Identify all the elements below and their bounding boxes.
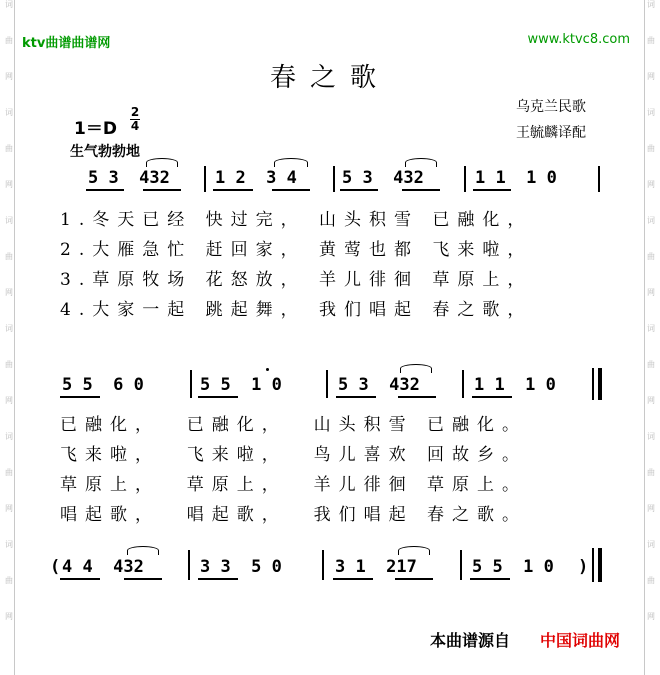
underline: [143, 189, 181, 191]
lyric-line-1: 1.冬天已经 快过完， 山头积雪 已融化，: [60, 210, 533, 230]
watermark-glyph: 网: [647, 612, 655, 621]
meter-bottom: 4: [130, 119, 140, 133]
watermark-glyph: 曲: [647, 576, 655, 585]
underline: [86, 189, 124, 191]
watermark-glyph: 曲: [647, 36, 655, 45]
final-barline: [598, 548, 602, 582]
underline: [124, 578, 162, 580]
measure: 1 2 3 4: [215, 168, 297, 188]
barline: [190, 370, 192, 398]
watermark-glyph: 词: [5, 432, 13, 441]
underline: [395, 578, 433, 580]
right-watermark-strip: [644, 0, 658, 648]
watermark-glyph: 词: [647, 432, 655, 441]
song-origin: 乌克兰民歌: [516, 99, 586, 115]
time-signature: [130, 106, 140, 133]
lyric-line-4: 4.大家一起 跳起舞， 我们唱起 春之歌，: [60, 300, 533, 320]
watermark-glyph: 网: [647, 396, 655, 405]
watermark-glyph: 曲: [5, 252, 13, 261]
slur: [146, 158, 178, 167]
slur: [274, 158, 308, 167]
final-barline: [598, 368, 602, 400]
measure: 5 5 1 0: [472, 557, 554, 577]
watermark-glyph: 网: [5, 72, 13, 81]
measure: 5 5 6 0: [62, 375, 144, 395]
slur: [400, 364, 432, 373]
open-paren: (: [50, 557, 61, 577]
site-link-right[interactable]: www.ktvc8.com: [527, 32, 630, 47]
watermark-glyph: 曲: [5, 360, 13, 369]
left-watermark-strip: [2, 0, 16, 648]
watermark-glyph: 网: [5, 288, 13, 297]
barline: [592, 368, 594, 400]
watermark-glyph: 词: [647, 324, 655, 333]
lyric-line-5: 已融化， 已融化， 山头积雪 已融化。: [60, 415, 528, 435]
barline: [462, 370, 464, 398]
watermark-glyph: 词: [647, 216, 655, 225]
watermark-glyph: 曲: [647, 144, 655, 153]
barline: [188, 550, 190, 580]
song-arranger: 王毓麟译配: [516, 125, 586, 141]
song-title: 春之歌: [269, 63, 390, 93]
lyric-line-2: 2.大雁急忙 赶回家， 黄莺也都 飞来啦，: [60, 240, 533, 260]
watermark-glyph: 曲: [5, 576, 13, 585]
barline: [460, 550, 462, 580]
measure: 1 1 1 0: [474, 375, 556, 395]
footer-site-link[interactable]: 中国词曲网: [540, 631, 621, 650]
high-octave-dot: [266, 368, 269, 371]
close-paren: ): [578, 557, 589, 577]
measure: 4 4 432: [62, 557, 144, 577]
watermark-glyph: 词: [647, 108, 655, 117]
slur: [398, 546, 430, 555]
watermark-glyph: 网: [647, 288, 655, 297]
underline: [473, 189, 511, 191]
underline: [60, 578, 100, 580]
measure: 5 5 1 0: [200, 375, 282, 395]
measure: 5 3 432: [88, 168, 170, 188]
watermark-glyph: 词: [5, 540, 13, 549]
watermark-glyph: 网: [5, 504, 13, 513]
slur: [405, 158, 437, 167]
lyric-line-7: 草原上， 草原上， 羊儿徘徊 草原上。: [60, 475, 528, 495]
watermark-glyph: 词: [5, 324, 13, 333]
watermark-glyph: 词: [5, 108, 13, 117]
watermark-glyph: 词: [647, 540, 655, 549]
measure: 3 3 5 0: [200, 557, 282, 577]
watermark-glyph: 词: [647, 0, 655, 9]
underline: [398, 396, 436, 398]
underline: [340, 189, 378, 191]
watermark-glyph: 网: [5, 612, 13, 621]
barline: [204, 166, 206, 192]
barline: [333, 166, 335, 192]
barline: [322, 550, 324, 580]
watermark-glyph: 网: [647, 504, 655, 513]
watermark-glyph: 词: [5, 216, 13, 225]
watermark-glyph: 曲: [647, 252, 655, 261]
site-link-left[interactable]: ktv曲谱曲谱网: [22, 36, 111, 51]
underline: [272, 189, 310, 191]
watermark-glyph: 曲: [647, 360, 655, 369]
watermark-glyph: 词: [5, 0, 13, 9]
lyric-line-3: 3.草原牧场 花怒放， 羊儿徘徊 草原上，: [60, 270, 533, 290]
lyric-line-6: 飞来啦， 飞来啦， 鸟儿喜欢 回故乡。: [60, 445, 528, 465]
watermark-glyph: 网: [647, 180, 655, 189]
watermark-glyph: 曲: [5, 36, 13, 45]
lyric-line-8: 唱起歌， 唱起歌， 我们唱起 春之歌。: [60, 505, 528, 525]
measure: 5 3 432: [338, 375, 420, 395]
watermark-glyph: 网: [647, 72, 655, 81]
measure: 5 3 432: [342, 168, 424, 188]
slur: [127, 546, 159, 555]
underline: [472, 396, 512, 398]
underline: [470, 578, 510, 580]
underline: [336, 396, 376, 398]
barline: [598, 166, 600, 192]
watermark-glyph: 网: [5, 396, 13, 405]
barline: [326, 370, 328, 398]
measure: 3 1 217: [335, 557, 417, 577]
underline: [213, 189, 253, 191]
underline: [198, 578, 238, 580]
underline: [198, 396, 238, 398]
underline: [333, 578, 373, 580]
barline: [464, 166, 466, 192]
watermark-glyph: 曲: [647, 468, 655, 477]
meter-top: 2: [130, 105, 140, 119]
barline: [592, 548, 594, 582]
key-signature: 1＝D: [74, 119, 117, 139]
footer-source-label: 本曲谱源自: [430, 631, 511, 650]
underline: [60, 396, 100, 398]
measure: 1 1 1 0: [475, 168, 557, 188]
watermark-glyph: 曲: [5, 144, 13, 153]
underline: [402, 189, 440, 191]
tempo-marking: 生气勃勃地: [70, 144, 140, 160]
watermark-glyph: 网: [5, 180, 13, 189]
watermark-glyph: 曲: [5, 468, 13, 477]
